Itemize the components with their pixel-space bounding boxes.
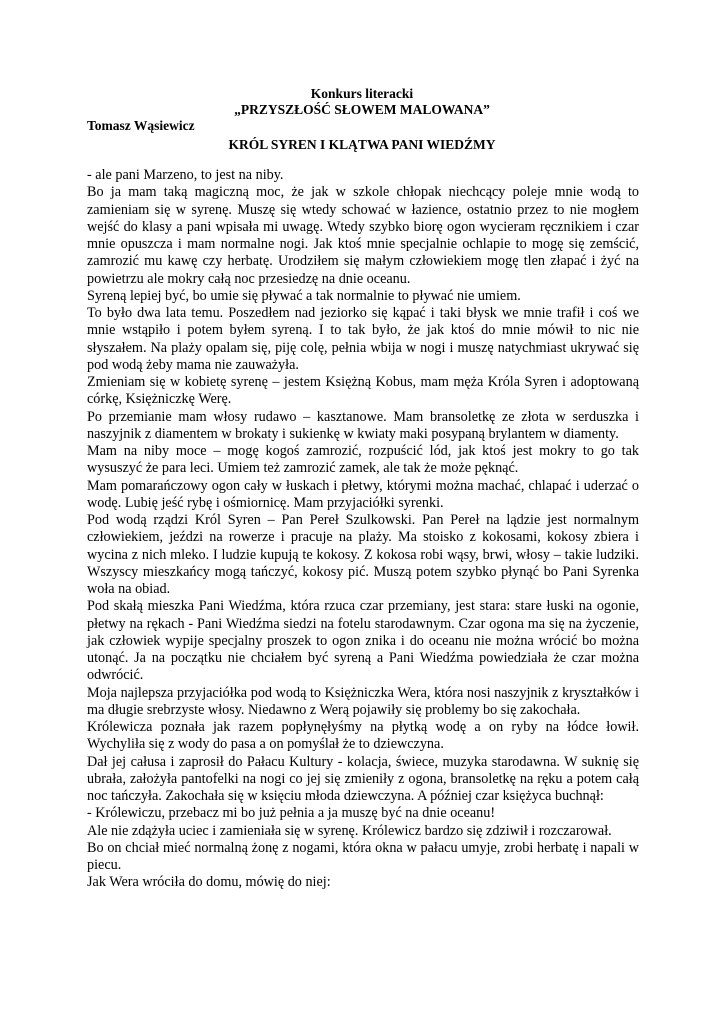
paragraph: Syreną lepiej być, bo umie się pływać a tak normalnie to pływać nie umiem. [87,287,521,304]
contest-name: „PRZYSZŁOŚĆ SŁOWEM MALOWANA” [234,102,490,117]
paragraph: Pod wodą rządzi Król Syren – Pan Pereł Szulkowski. Pan Pereł na lądzie jest normalnym człowiekiem, jeździ na rowerze i pracuje na plaży. Ma stoisko z kokosami, kokosy zbiera i wycina z nich mleko. I ludzie kupują te kokosy. Z kokosa robi wąsy, brwi, włosy – takie ludziki. Wszyscy mieszkańcy mogą tańczyć, kokosy pić. Muszą potem szybko płynąć bo Pani Syrenka woła na obiad. [87,512,639,597]
paragraph: Bo on chciał mieć normalną żonę z nogami, która okna w pałacu umyje, zrobi herbatę i napali w piecu. [87,839,639,873]
paragraph: Po przemianie mam włosy rudawo – kasztanowe. Mam bransoletkę ze złota w serduszka i naszyjnik z diamentem w brokaty i sukienkę w kwiaty maki posypaną brylantem w diamenty. [87,408,639,442]
author-name: Tomasz Wąsiewicz [87,118,195,133]
contest-label: Konkurs literacki [310,86,414,101]
paragraph: Ale nie zdążyła uciec i zamieniała się w syrenę. Królewicz bardzo się zdziwił i rozczarował. [87,822,612,839]
paragraph: - ale pani Marzeno, to jest na niby. [87,167,284,183]
paragraph: Moja najlepsza przyjaciółka pod wodą to Księżniczka Wera, która nosi naszyjnik z kryształków i ma długie srebrzyste włosy. Niedawno z Werą pojawiły się problemy bo się zakochała. [87,684,639,718]
paragraph: Jak Wera wróciła do domu, mówię do niej: [87,874,331,891]
paragraph: Zmieniam się w kobietę syrenę – jestem Księżną Kobus, mam męża Króla Syren i adoptowaną córkę, Księżniczkę Werę. [87,374,639,408]
paragraph: Mam pomarańczowy ogon cały w łuskach i płetwy, którymi można machać, chlapać i uderzać o wodę. Lubię jeść rybę i ośmiornicę. Mam przyjaciółki syrenki. [87,477,639,511]
paragraph: Mam na niby moce – mogę kogoś zamrozić, rozpuścić lód, jak ktoś jest mokry to go tak wysuszyć że para leci. Umiem też zamrozić zamek, ale tak że może pęknąć. [87,443,639,477]
story-title: KRÓL SYREN I KLĄTWA PANI WIEDŹMY [228,137,496,152]
paragraph: Królewicza poznała jak razem popłynęłyśmy na płytką wodę a on ryby na łódce łowił. Wychyliła się z wody do pasa a on pomyślał że to dziewczyna. [87,719,639,753]
paragraph: To było dwa lata temu. Poszedłem nad jeziorko się kąpać i taki błysk we mnie trafił i coś we mnie wstąpiło i potem byłem syreną. I to tak było, że jak ktoś do mnie mówił to nic nie słyszałem. Na plaży opalam się, piję colę, pełnia wbija w nogi i muszę natychmiast ukrywać się pod wodą żeby mama nie zauważyła. [87,305,639,373]
paragraph: Dał jej całusa i zaprosił do Pałacu Kultury - kolacja, świece, muzyka starodawna. W suknię się ubrała, założyła pantofelki na nogi co jej się zmieniły z ogona, bransoletkę na ręku a potem całą noc tańczyła. Zakochała się w księciu młoda dziewczyna. A później czar księżyca buchnął: [87,753,639,804]
paragraph: Bo ja mam taką magiczną moc, że jak w szkole chłopak niechcący poleje mnie wodą to zamieniam się w syrenę. Muszę się wtedy schować w łazience, ostatnio przez to nie mogłem wejść do klasy a pani wpisała mi uwagę. Wtedy szybko biorę ogon wycieram ręcznikiem i czar mnie opuszcza i mam normalne nogi. Jak ktoś mnie specjalnie ochlapie to mogę się zemścić, zamrozić mu kawę czy herbatę. Urodziłem się małym człowiekiem mogę tlen złapać i żyć na powietrzu ale mokry całą noc przesiedzę na dnie oceanu. [87,184,639,287]
paragraph: - Królewiczu, przebacz mi bo już pełnia a ja muszę być na dnie oceanu! [87,805,496,822]
paragraph: Pod skałą mieszka Pani Wiedźma, która rzuca czar przemiany, jest stara: stare łuski na ogonie, płetwy na rękach - Pani Wiedźma siedzi na fotelu starodawnym. Czar ogona ma się na życzenie, jak człowiek wypije specjalny proszek to ogon znika i do oceanu nie można wrócić bo można utonąć. Ja na początku nie chciałem być syreną a Pani Wiedźma powiedziała że czar można odwrócić. [87,598,639,684]
story-body [87,167,639,892]
